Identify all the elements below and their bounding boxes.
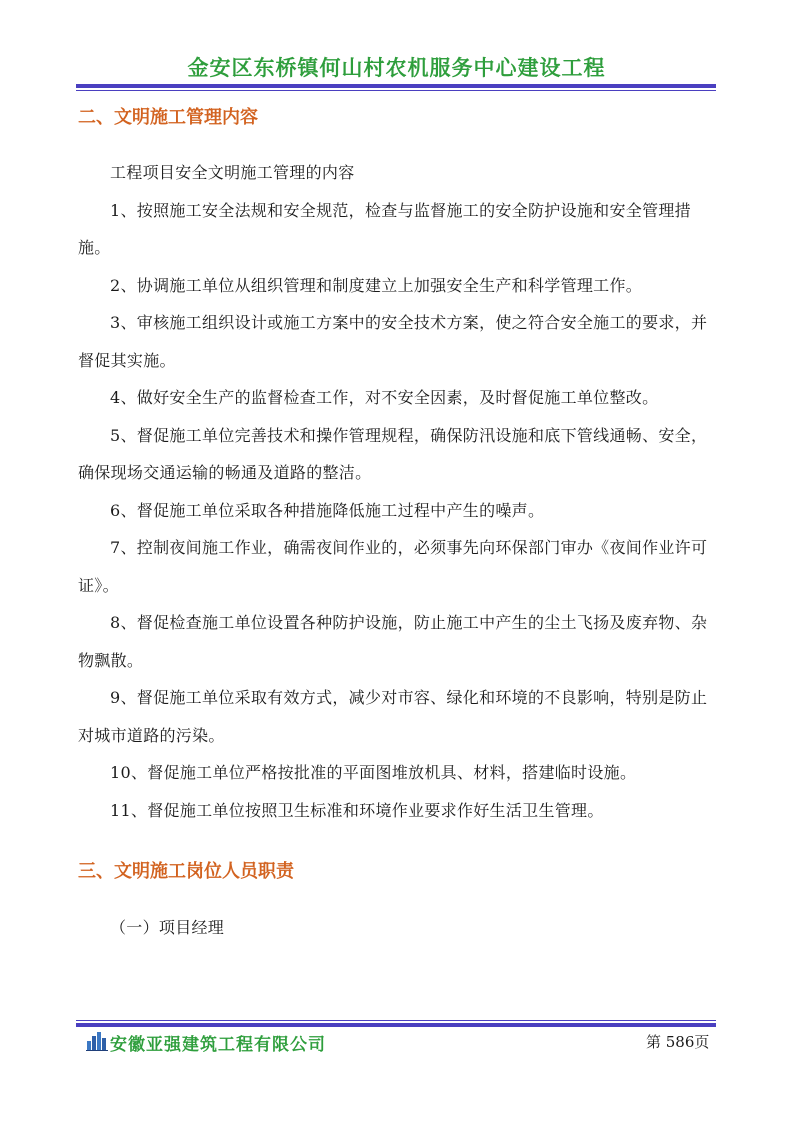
- footer-rule: [76, 1023, 716, 1027]
- page-number: 第 586页: [646, 1033, 710, 1051]
- section-heading-civilized-construction-content: 二、文明施工管理内容: [78, 107, 258, 128]
- subsection-heading-project-manager: （一）项目经理: [110, 918, 225, 937]
- list-item: 9、督促施工单位采取有效方式，减少对市容、绿化和环境的不良影响，特别是防止对城市道路的污染。: [78, 688, 708, 745]
- list-item: 2、协调施工单位从组织管理和制度建立上加强安全生产和科学管理工作。: [110, 275, 643, 295]
- list-item: 4、做好安全生产的监督检查工作，对不安全因素，及时督促施工单位整改。: [110, 388, 659, 407]
- building-logo-icon: [86, 1031, 108, 1051]
- document-header-title: 金安区东桥镇何山村农机服务中心建设工程: [187, 56, 606, 80]
- list-item: 10、督促施工单位严格按批准的平面图堆放机具、材料，搭建临时设施。: [110, 763, 637, 782]
- footer-company-name: 安徽亚强建筑工程有限公司: [110, 1035, 326, 1055]
- section-intro: 工程项目安全文明施工管理的内容: [110, 163, 355, 182]
- section-heading-post-responsibilities: 三、文明施工岗位人员职责: [78, 861, 294, 882]
- page-content: [78, 100, 718, 947]
- list-item: 6、督促施工单位采取各种措施降低施工过程中产生的噪声。: [110, 500, 545, 520]
- list-item: 8、督促检查施工单位设置各种防护设施，防止施工中产生的尘土飞扬及废弃物、杂物飘散。: [78, 613, 708, 670]
- list-item: 3、审核施工组织设计或施工方案中的安全技术方案，使之符合安全施工的要求，并督促其实施。: [78, 313, 708, 370]
- header-rule-thin: [76, 90, 716, 91]
- header-rule: [76, 84, 716, 88]
- list-item: 5、督促施工单位完善技术和操作管理规程，确保防汛设施和底下管线通畅、安全，确保现场交通运输的畅通及道路的整洁。: [78, 425, 708, 482]
- list-item: 7、控制夜间施工作业，确需夜间作业的，必须事先向环保部门审办《夜间作业许可证》。: [78, 538, 708, 595]
- list-item: 1、按照施工安全法规和安全规范，检查与监督施工的安全防护设施和安全管理措施。: [78, 200, 691, 257]
- list-item: 11、督促施工单位按照卫生标准和环境作业要求作好生活卫生管理。: [110, 800, 604, 820]
- footer-rule-thin: [76, 1020, 716, 1021]
